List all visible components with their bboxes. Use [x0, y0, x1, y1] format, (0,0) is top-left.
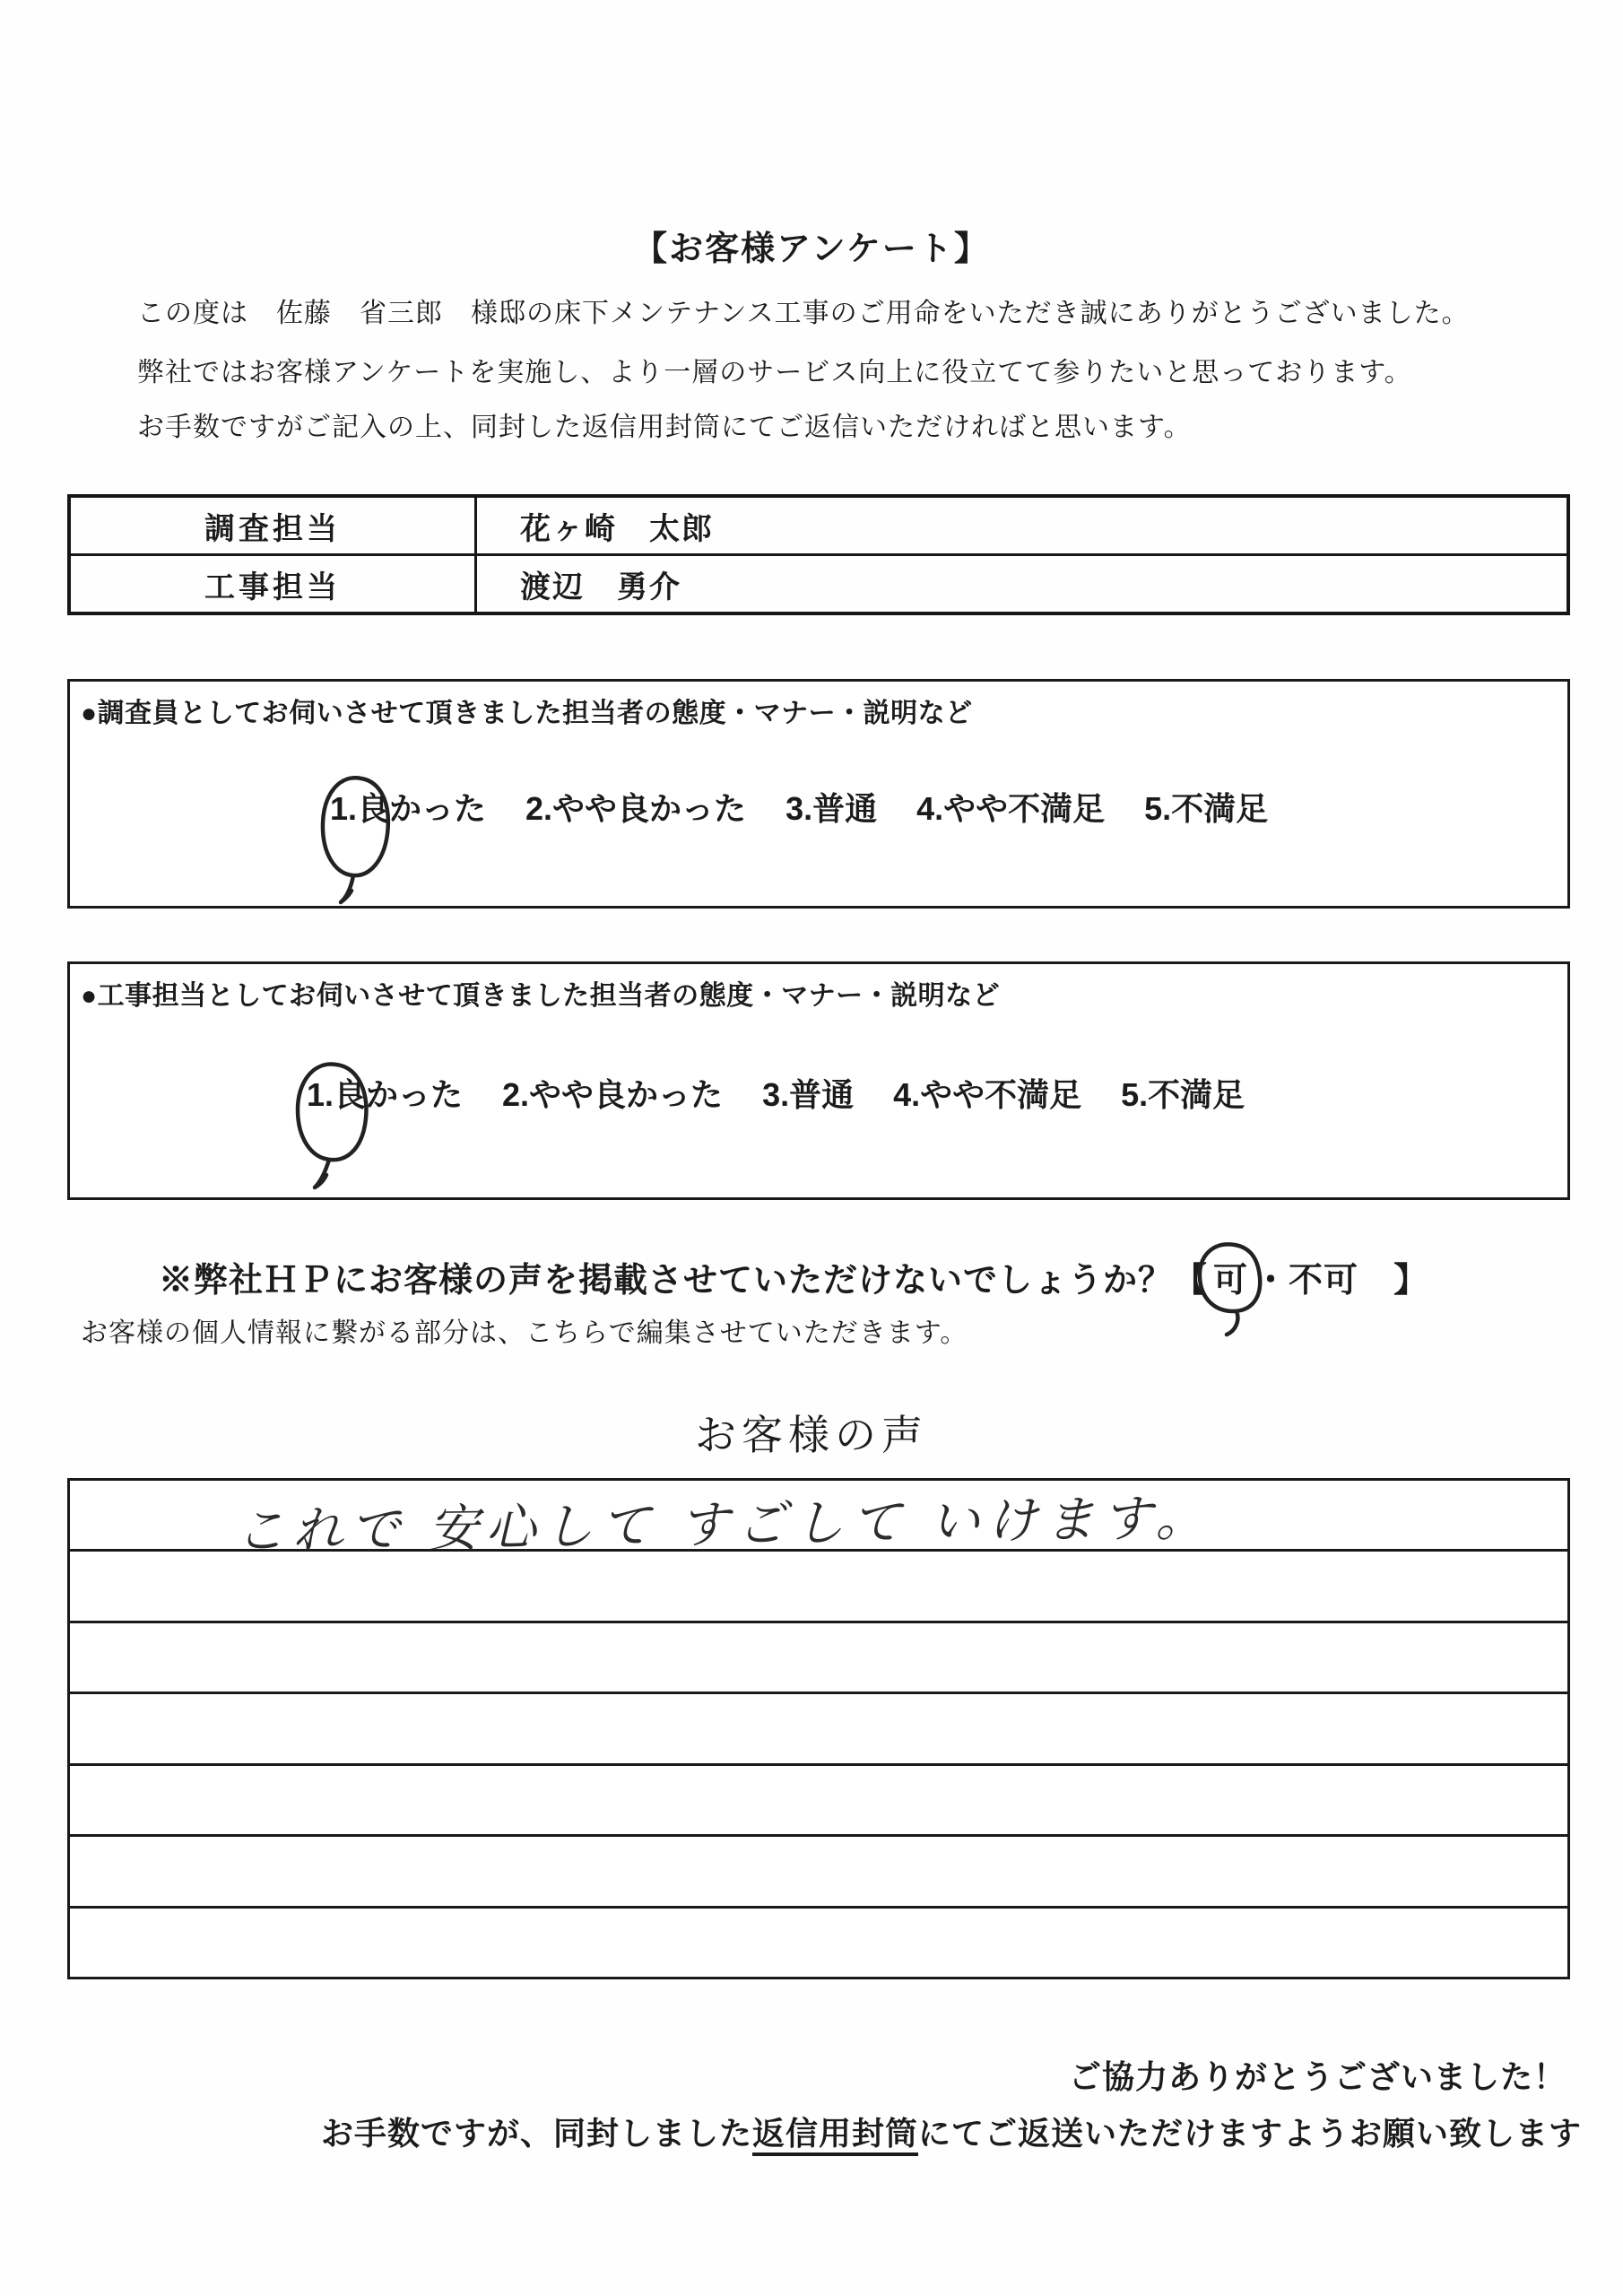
voice-section-title: お客様の声 — [695, 1412, 928, 1458]
handwritten-comment: これで 安心して すごして いけます。 — [234, 1489, 1213, 1560]
rating-option-3 — [762, 1070, 854, 1116]
rating-option-label: 1.良かった — [330, 790, 487, 827]
question-box-surveyor — [67, 679, 1570, 909]
ruled-row — [70, 1766, 1567, 1837]
footer-thanks-text: ご協力ありがとうございました！ — [1068, 2058, 1567, 2095]
rating-options — [307, 1070, 1284, 1116]
intro-line-3: お手数ですがご記入の上、同封した返信用封筒にてご返信いただければと思います。 — [137, 413, 1192, 442]
rating-option-3 — [785, 784, 877, 830]
rating-option-label: 5.不満足 — [1144, 790, 1269, 827]
intro-line-2: 弊社ではお客様アンケートを実施し、より一層のサービス向上に役立てて参りたいと思っております。 — [137, 358, 1412, 387]
rating-option-label: 2.やや良かった — [525, 790, 747, 827]
table-row — [69, 496, 1568, 555]
staff-role-label: 工事担当 — [69, 555, 476, 614]
footer-request-text — [321, 2109, 1582, 2154]
staff-role-label: 調査担当 — [69, 496, 476, 555]
ruled-row — [70, 1623, 1567, 1694]
rating-option-label: 1.良かった — [307, 1076, 464, 1113]
footer-request-after: にてご返送いただけますようお願い致します — [918, 2115, 1583, 2152]
hp-option-allow — [1208, 1252, 1254, 1301]
hp-option-allow-label: 可 — [1213, 1262, 1249, 1300]
rating-option-label: 2.やや良かった — [502, 1076, 724, 1113]
question-heading: ●工事担当としてお伺いさせて頂きました担当者の態度・マナー・説明など — [81, 981, 1001, 1011]
intro-line-1: この度は 佐藤 省三郎 様邸の床下メンテナンス工事のご用命をいただき誠にありがとうございました。 — [137, 299, 1470, 328]
ruled-row — [70, 1694, 1567, 1765]
rating-option-5 — [1144, 784, 1268, 830]
table-row — [69, 555, 1568, 614]
hp-consent-closing-bracket: 】 — [1358, 1262, 1429, 1300]
hp-consent-note: お客様の個人情報に繋がる部分は、こちらで編集させていただきます。 — [81, 1318, 968, 1348]
rating-option-label: 4.やや不満足 — [916, 790, 1106, 827]
staff-name-value: 花ヶ崎 太郎 — [476, 496, 1569, 555]
page-title: 【お客様アンケート】 — [633, 230, 990, 268]
hp-option-deny: 不可 — [1289, 1262, 1359, 1300]
ruled-row — [70, 1909, 1567, 1977]
rating-option-label: 5.不満足 — [1121, 1076, 1245, 1113]
rating-option-2 — [502, 1070, 723, 1116]
rating-option-label: 4.やや不満足 — [893, 1076, 1082, 1113]
staff-name-value: 渡辺 勇介 — [476, 555, 1569, 614]
footer-request-before: お手数ですが、同封しました — [321, 2115, 753, 2152]
hp-consent-line — [159, 1252, 1428, 1301]
hp-consent-question: ※弊社ＨＰにお客様の声を掲載させていただけないでしょうか？【 — [159, 1262, 1209, 1300]
rating-option-4 — [893, 1070, 1081, 1116]
staff-table — [67, 494, 1570, 615]
rating-option-4 — [916, 784, 1105, 830]
rating-option-label: 3.普通 — [785, 790, 878, 827]
rating-option-label: 3.普通 — [762, 1076, 855, 1113]
rating-option-2 — [525, 784, 746, 830]
question-box-construction — [67, 961, 1570, 1200]
ruled-row — [70, 1837, 1567, 1908]
hp-option-separator: ・ — [1254, 1262, 1289, 1300]
rating-option-1 — [307, 1070, 463, 1116]
rating-option-5 — [1121, 1070, 1245, 1116]
rating-options — [330, 784, 1307, 830]
reply-envelope-emphasis: 返信用封筒 — [752, 2115, 918, 2156]
question-heading: ●調査員としてお伺いさせて頂きました担当者の態度・マナー・説明など — [81, 699, 973, 728]
rating-option-1 — [330, 784, 486, 830]
